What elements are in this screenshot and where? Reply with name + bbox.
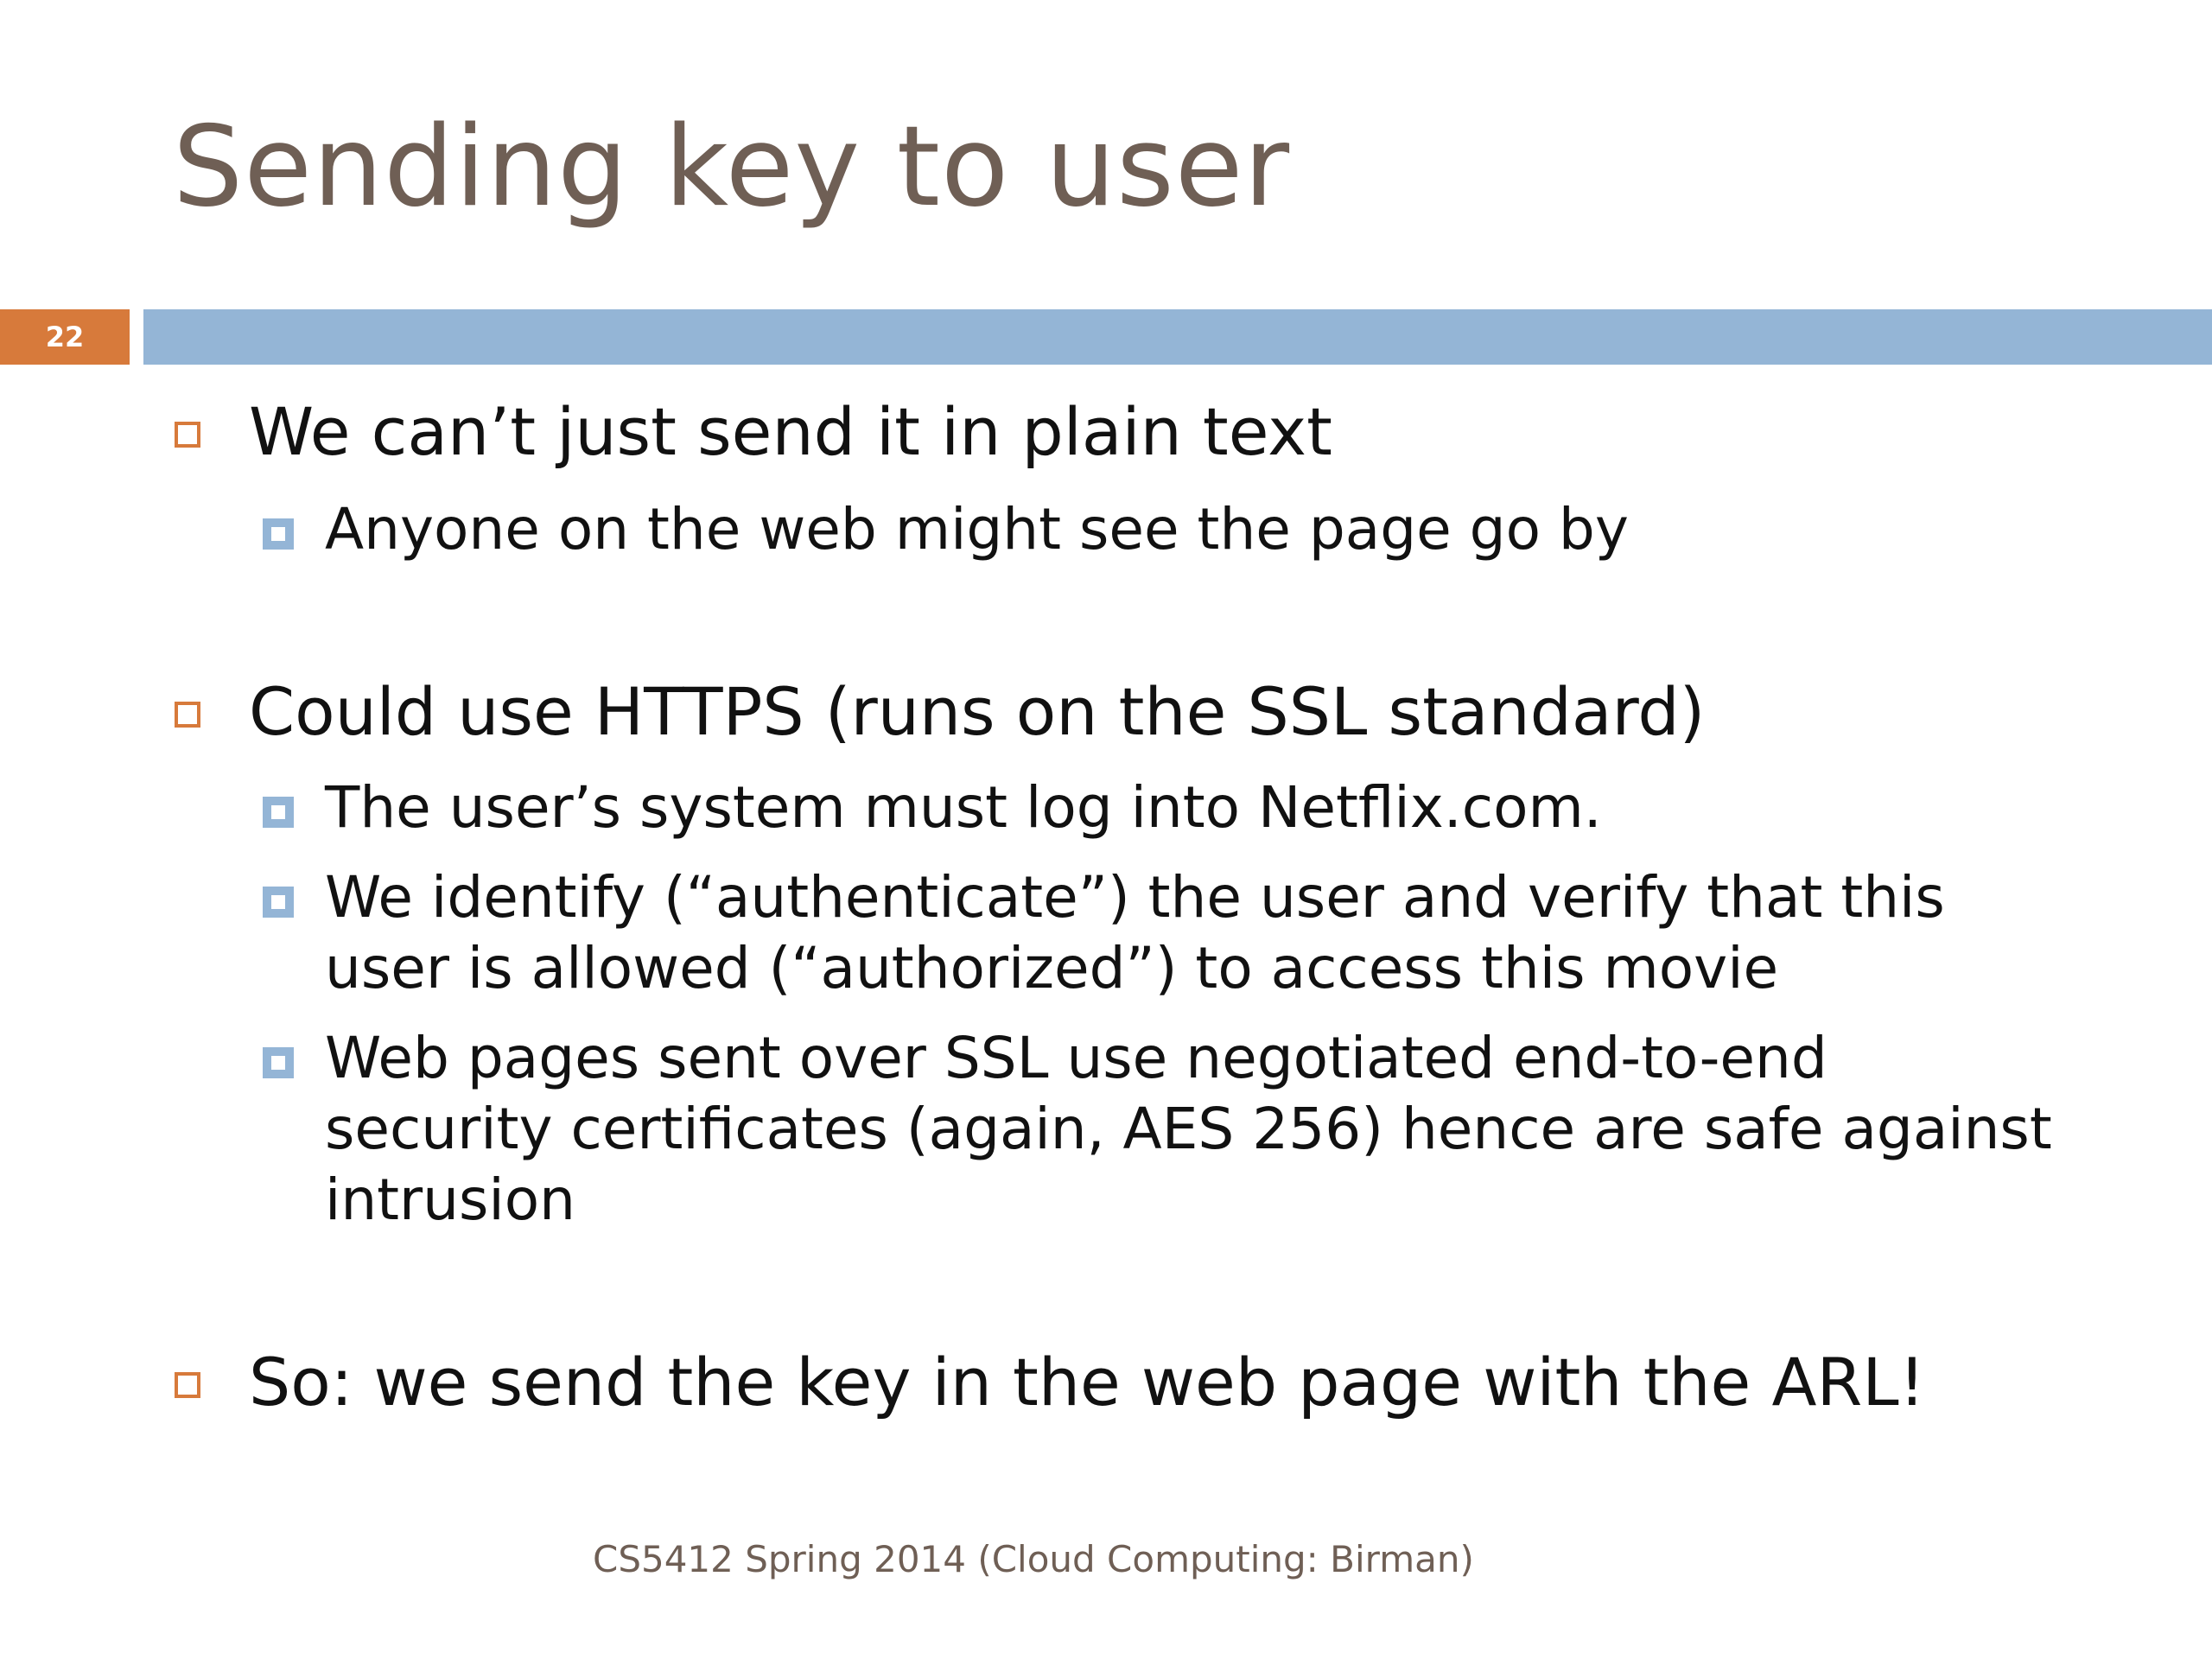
sub-bullet-text: The user’s system must log into Netflix.com. bbox=[325, 774, 1602, 841]
hollow-square-bullet-icon bbox=[175, 422, 200, 448]
hollow-square-bullet-icon bbox=[175, 1372, 200, 1398]
bullet-item bbox=[249, 673, 1706, 750]
slide-footer: CS5412 Spring 2014 (Cloud Computing: Birman) bbox=[593, 1538, 1474, 1580]
sub-bullet-item bbox=[325, 494, 1629, 565]
slide-title: Sending key to user bbox=[173, 103, 1291, 232]
sub-bullet-text-line: We identify (“authenticate”) the user and verify that this bbox=[325, 864, 1945, 931]
bullet-text: So: we send the key in the web page with the ARL! bbox=[249, 1344, 1926, 1421]
bullet-item bbox=[249, 1344, 1926, 1421]
bullet-text: Could use HTTPS (runs on the SSL standard) bbox=[249, 673, 1706, 750]
sub-bullet-text: Anyone on the web might see the page go by bbox=[325, 496, 1629, 563]
sub-bullet-text-line: security certificates (again, AES 256) hence are safe against bbox=[325, 1096, 2052, 1162]
square-bullet-icon bbox=[263, 797, 294, 828]
sub-bullet-item bbox=[325, 862, 1945, 1004]
title-divider-bar bbox=[143, 309, 2212, 365]
sub-bullet-text-line: Web pages sent over SSL use negotiated end-to-end bbox=[325, 1025, 1827, 1091]
slide-number-badge: 22 bbox=[0, 309, 130, 365]
bullet-text: We can’t just send it in plain text bbox=[249, 393, 1332, 470]
hollow-square-bullet-icon bbox=[175, 702, 200, 728]
sub-bullet-item bbox=[325, 1023, 2052, 1236]
square-bullet-icon bbox=[263, 887, 294, 918]
sub-bullet-text-line: intrusion bbox=[325, 1166, 575, 1233]
sub-bullet-item bbox=[325, 772, 1602, 843]
bullet-item bbox=[249, 393, 1332, 470]
square-bullet-icon bbox=[263, 518, 294, 550]
square-bullet-icon bbox=[263, 1047, 294, 1078]
sub-bullet-text-line: user is allowed (“authorized”) to access this movie bbox=[325, 935, 1779, 1001]
